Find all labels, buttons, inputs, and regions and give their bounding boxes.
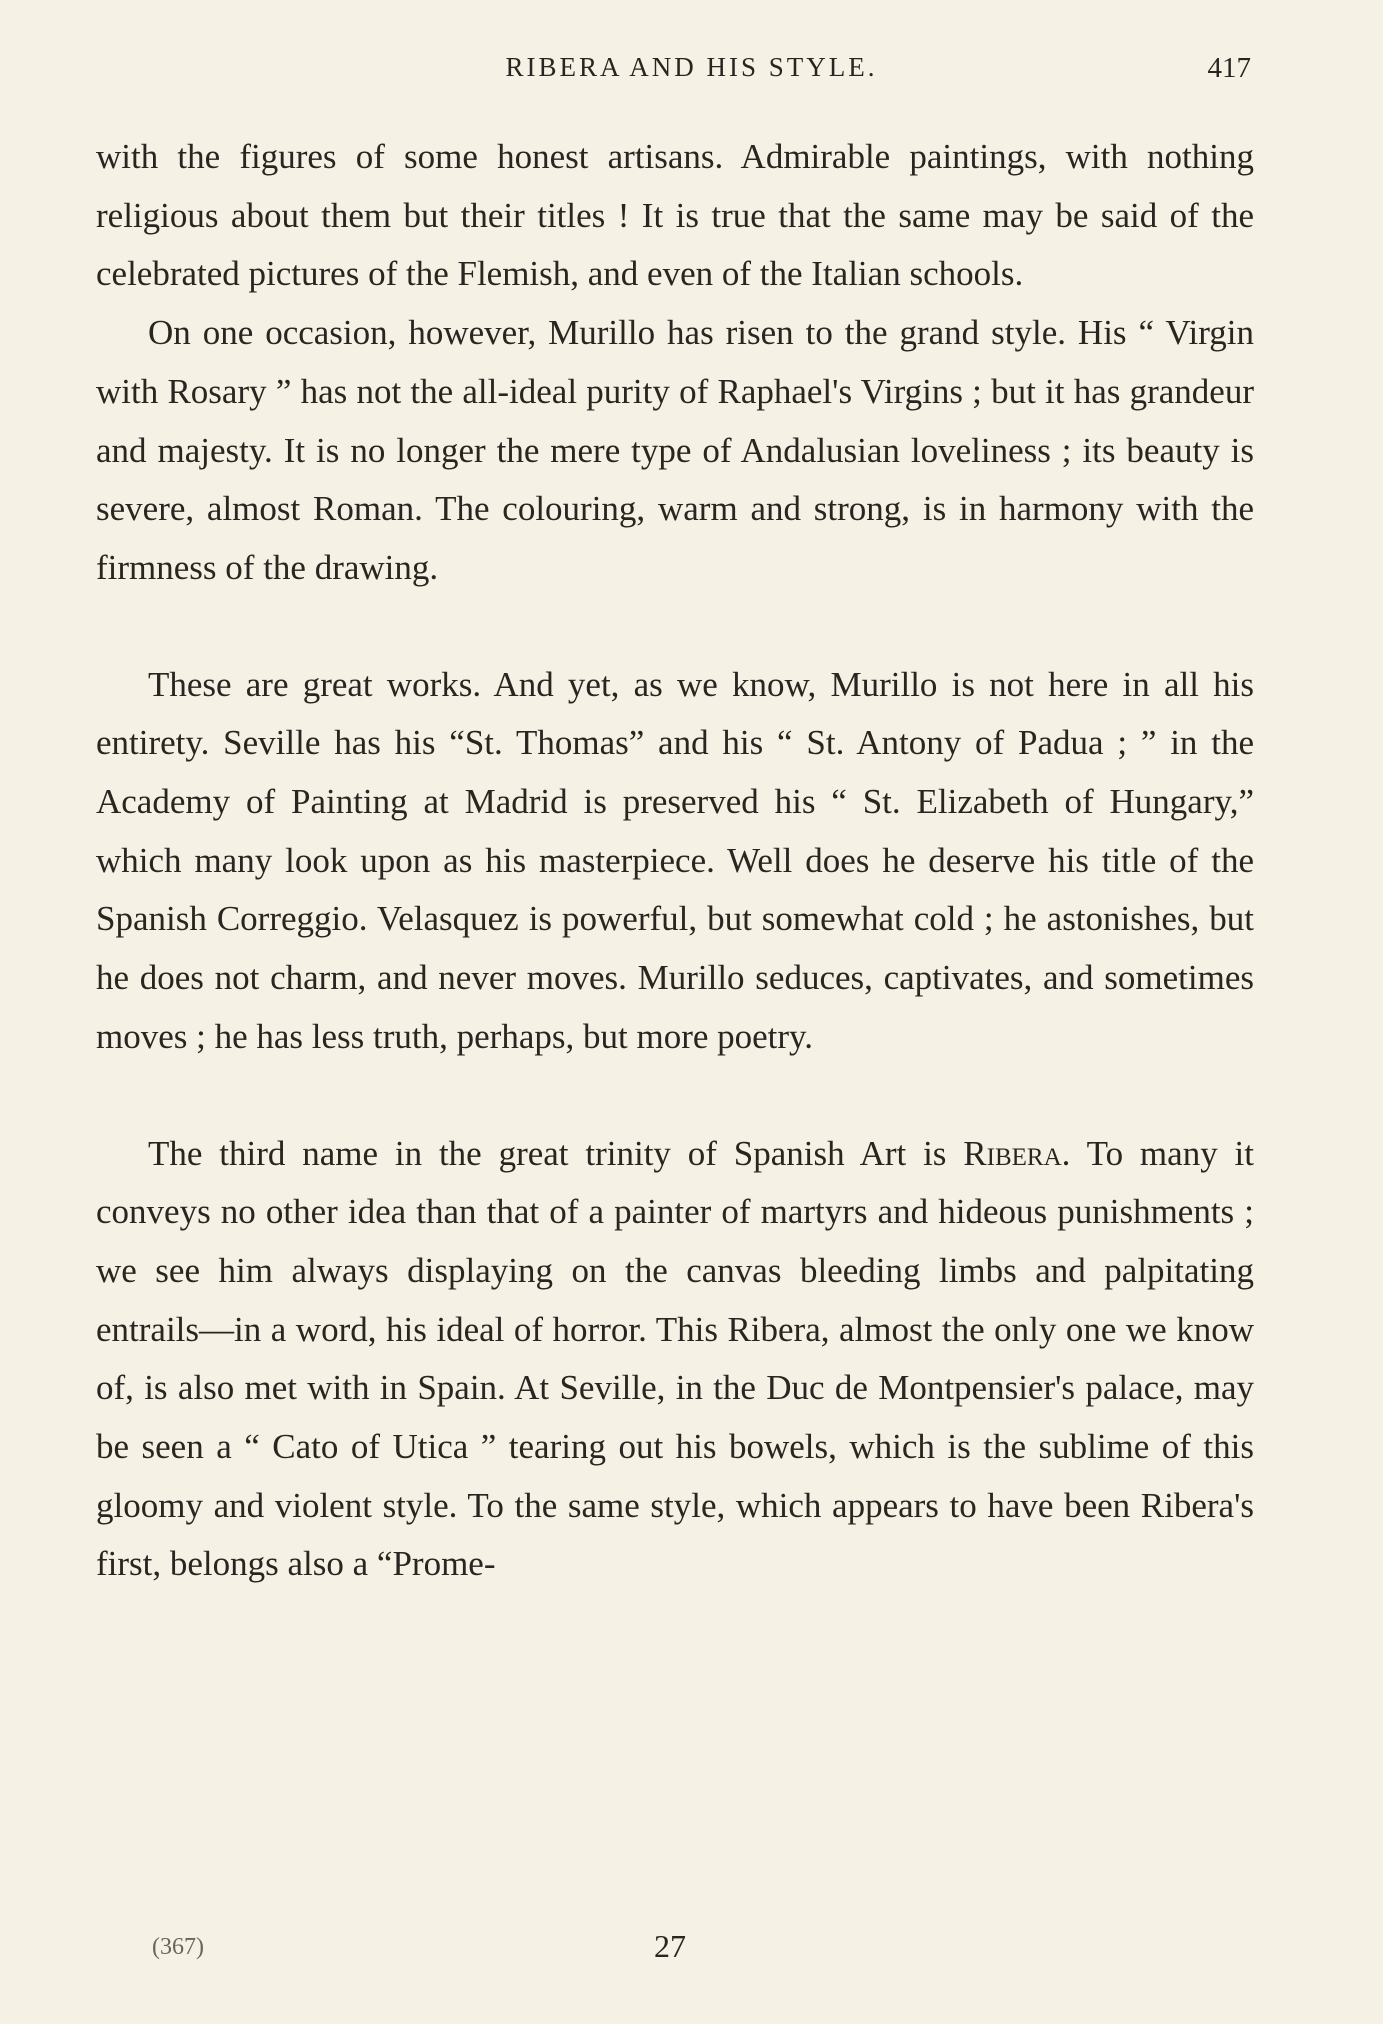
signature-mark: (367) [152, 1934, 204, 1960]
paragraph-4-rest: To many it conveys no other idea than that of a painter of martyrs and hideous punishments ; we see him always displaying on the canvas bleeding limbs and palpitating entrails—in a word, his ideal of horror. This Ribera, almost the only one we know of, is also met with in Spain. At Seville, in the Duc de Montpensier's palace, may be seen a “ Cato of Utica ” tearing out his bowels, which is the sublime of this gloomy and violent style. To the same style, which appears to have been Ribera's first, belongs also a “Prome- [96, 1133, 1254, 1584]
paragraph-1: with the figures of some honest artisans. Admirable paintings, with nothing religious about them but their titles ! It is true that the same may be said of the celebrated pictures of the Flemish, and even of the Italian schools. [96, 137, 1254, 294]
page-number: 417 [1207, 52, 1251, 84]
ribera-name: Ribera. [963, 1133, 1071, 1173]
paragraph-4-lead: The third name in the great trinity of Spanish Art is [148, 1133, 947, 1173]
paragraph-2: On one occasion, however, Murillo has risen to the grand style. His “ Virgin with Rosary ” has not the all-ideal purity of Raphael's Virgins ; but it has grandeur and majesty. It is no longer the mere type of Andalusian loveliness ; its beauty is severe, almost Roman. The colouring, warm and strong, is in harmony with the firmness of the drawing. [96, 313, 1254, 587]
paragraph-3: These are great works. And yet, as we know, Murillo is not here in all his entirety. Seville has his “St. Thomas” and his “ St. Antony of Padua ; ” in the Academy of Painting at Madrid is preserved his “ St. Elizabeth of Hungary,” which many look upon as his masterpiece. Well does he deserve his title of the Spanish Correggio. Velasquez is powerful, but somewhat cold ; he astonishes, but he does not charm, and never moves. Murillo seduces, captivates, and sometimes moves ; he has less truth, perhaps, but more poetry. [96, 664, 1254, 1056]
signature-number: 27 [654, 1928, 686, 1964]
body-text [96, 128, 1254, 1594]
paragraph-4 [96, 1125, 1254, 1595]
running-head [0, 46, 1383, 86]
running-title: RIBERA AND HIS STYLE. [505, 52, 878, 82]
page-footer [0, 1928, 1383, 1978]
